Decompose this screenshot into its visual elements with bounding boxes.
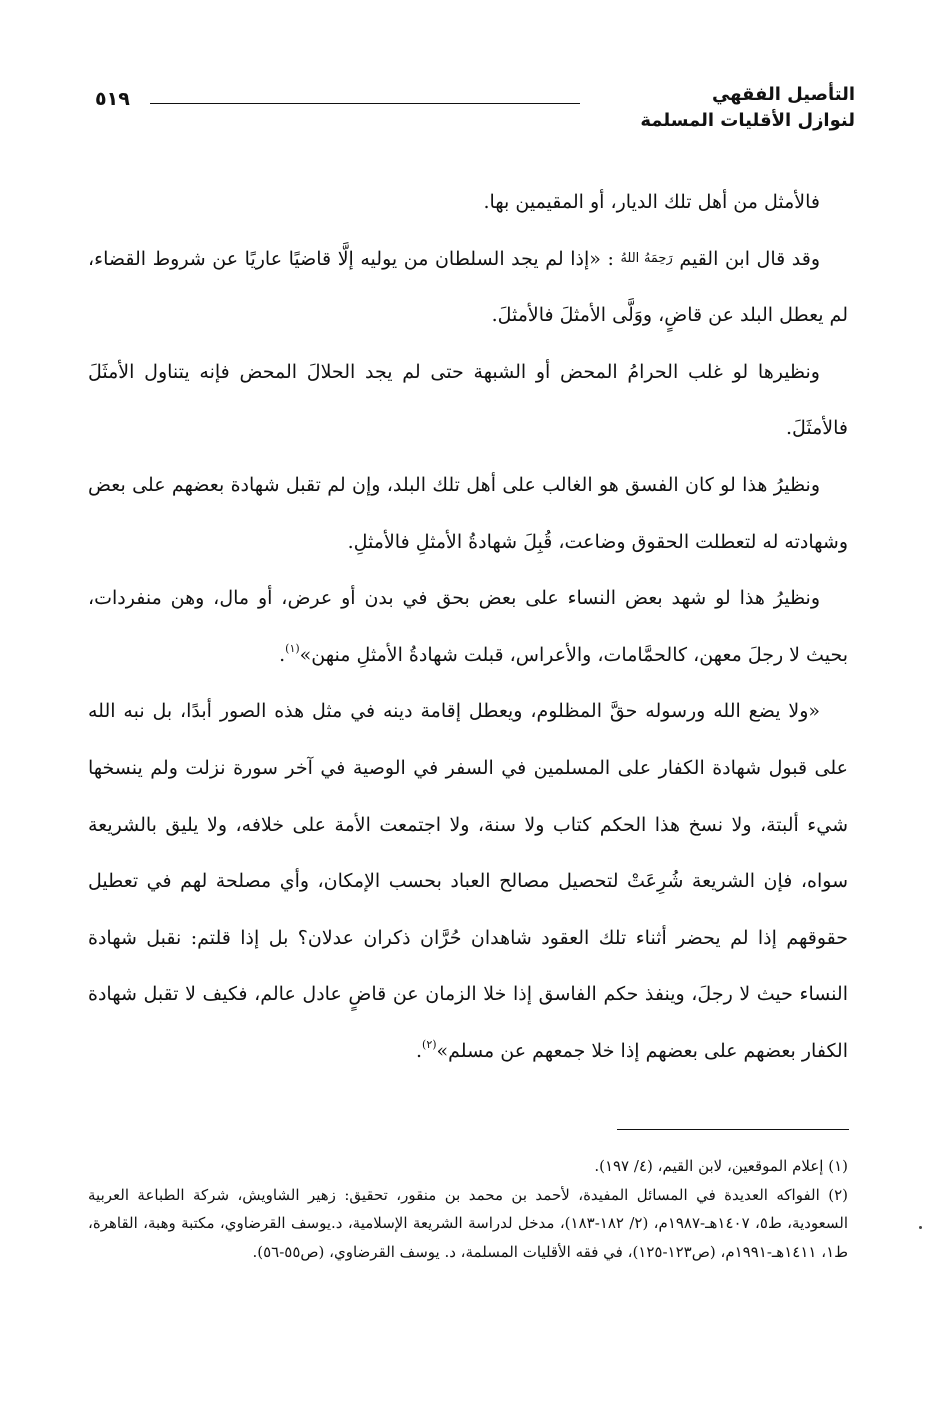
paragraph-2-quote: : «إذا لم يجد السلطان من يوليه إلَّا قاضيًا عاريًا عن شروط القضاء، لم يعطل البلد عن قاضٍ، ووَلَّى الأمثلَ فالأمثلَ.	[88, 247, 848, 327]
honorific-phrase: رَحِمَهُ اللهُ	[620, 250, 673, 266]
main-text	[88, 174, 848, 1080]
paragraph-4: ونظيرُ هذا لو كان الفسق هو الغالب على أهل تلك البلد، وإن لم تقبل شهادة بعضهم على بعض وشهادته له لتعطلت الحقوق وضاعت، قُبِلَ شهادةُ الأمثلِ فالأمثلِ.	[88, 473, 848, 553]
running-header	[95, 82, 855, 142]
footnote-ref-1[interactable]: (١)	[285, 641, 300, 655]
footnote-separator	[617, 1129, 849, 1130]
footnote-1: (١) إعلام الموقعين، لابن القيم، (٤/ ١٩٧).	[594, 1157, 848, 1175]
footnote-ref-2[interactable]: (٢)	[422, 1037, 437, 1051]
footnotes	[88, 1152, 848, 1266]
paragraph-1: فالأمثل من أهل تلك الديار، أو المقيمين بها.	[483, 191, 820, 213]
margin-speck	[919, 1226, 922, 1229]
paragraph-5-end: .	[279, 643, 286, 666]
header-title-line2: لنوازل الأقليات المسلمة	[640, 110, 855, 131]
header-title-line1: التأصيل الفقهي	[711, 84, 855, 105]
paragraph-6-text: «ولا يضع الله ورسوله حقَّ المظلوم، ويعطل إقامة دينه في مثل هذه الصور أبدًا، بل نبه الله على قبول شهادة الكفار على المسلمين في السفر في الوصية في آخر سورة نزلت ولم ينسخها شيء ألبتة، ولا نسخ هذا الحكم كتاب ولا سنة، ولا اجتمعت الأمة على خلافه، ولا يليق بالشريعة سواه، فإن الشريعة شُرِعَتْ لتحصيل مصالح العباد بحسب الإمكان، وأي مصلحة لهم في تعطيل حقوقهم إذا لم يحضر أثناء تلك العقود شاهدان حُرَّان ذكران عدلان؟ بل إذا قلتم: نقبل شهادة النساء حيث لا رجلَ، وينفذ حكم الفاسق إذا خلا الزمان عن قاضٍ عادل عالم، فكيف لا تقبل شهادة الكفار بعضهم على بعضهم إذا خلا جمعهم عن مسلم»	[88, 700, 848, 1062]
paragraph-6-end: .	[415, 1039, 423, 1062]
footnote-2: (٢) الفواكه العديدة في المسائل المفيدة، لأحمد بن محمد بن منقور، تحقيق: زهير الشاويش، شركة الطباعة العربية السعودية، ط٥، ١٤٠٧هـ-١٩٨٧م، (٢/ ١٨٢-١٨٣)، مدخل لدراسة الشريعة الإسلامية، د.يوسف القرضاوي، مكتبة وهبة، القاهرة، ط١، ١٤١١هـ-١٩٩١م، (ص١٢٣-١٢٥)، في فقه الأقليات المسلمة، د. يوسف القرضاوي، (ص٥٥-٥٦).	[88, 1185, 849, 1261]
header-title	[640, 82, 855, 134]
paragraph-5	[88, 570, 848, 683]
paragraph-5-text: ونظيرُ هذا لو شهد بعض النساء على بعض بحق في بدن أو عرض، أو مال، وهن منفردات، بحيث لا رجلَ معهن، كالحمَّامات، والأعراس، قبلت شهادةُ الأمثلِ منهن»	[88, 587, 848, 666]
paragraph-6	[88, 683, 848, 1079]
header-rule	[150, 103, 580, 104]
page-number: ٥١٩	[95, 88, 130, 110]
paragraph-2-intro: وقد قال ابن القيم	[672, 247, 821, 270]
paragraph-2	[88, 231, 848, 344]
paragraph-3: ونظيرها لو غلب الحرامُ المحض أو الشبهة حتى لم يجد الحلالَ المحض فإنه يتناول الأمثَلَ فالأمثَلَ.	[88, 360, 848, 440]
